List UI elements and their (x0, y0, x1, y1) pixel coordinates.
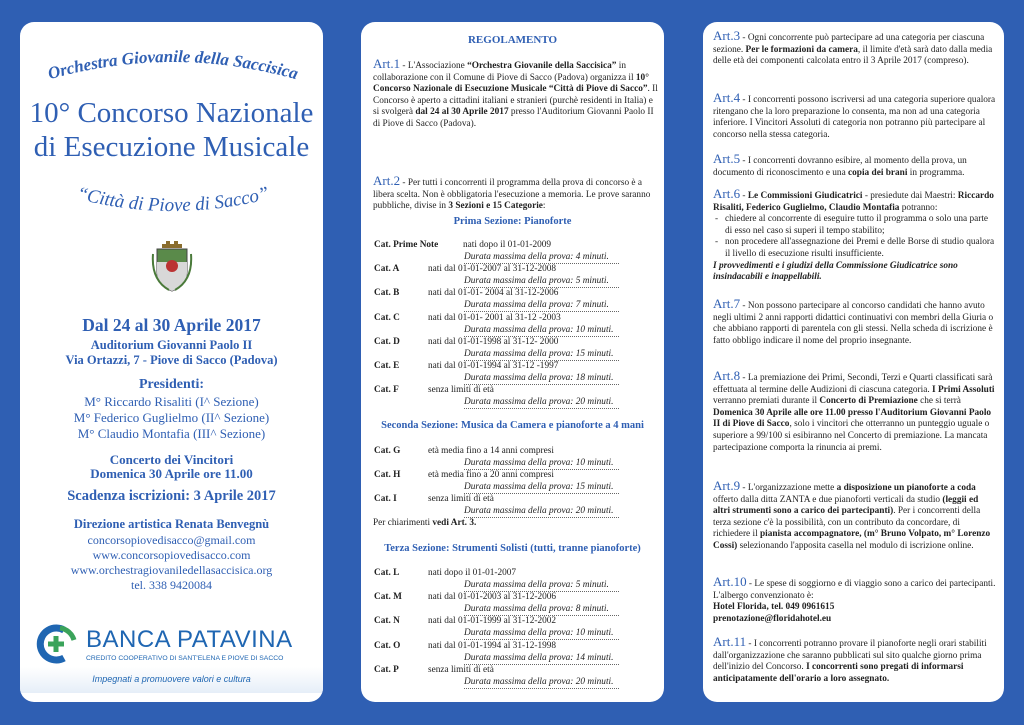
category-row (374, 592, 659, 603)
category-duration: Durata massima della prova: 4 minuti. (464, 252, 609, 262)
category-eligibility: senza limiti di età (428, 494, 494, 505)
category-duration: Durata massima della prova: 20 minuti. (464, 676, 614, 687)
article-9-label: Art.9 (713, 478, 741, 493)
category-eligibility: nati dal 01-01- 2001 al 31-12 -2003 (428, 312, 561, 323)
category-duration: Durata massima della prova: 10 minuti. (464, 324, 614, 335)
category-eligibility: nati dal 01-01-2003 al 31-12-2006 (428, 592, 557, 603)
rules-panel-1 (361, 22, 664, 702)
article-8-label: Art.8 (713, 368, 741, 383)
category-duration: Durata massima della prova: 5 minuti. (464, 276, 609, 287)
category-row (374, 288, 659, 299)
article-1: Art.1 - L'Associazione “Orchestra Giovanile della Saccisica” in collaborazione con il Comune di Piove di Sacco (Padova) organizza il 10° Concorso Nazionale di Esecuzione Musicale “Città di Piove di Sacco”. Il Concorso è aperto a cittadini italiani e stranieri (purchè residenti in Italia) e si svolgerà dal 24 al 30 Aprile 2017 presso l'Auditorium Giovanni Paolo II di Piove di Sacco (Padova). (373, 56, 658, 129)
category-row (374, 361, 659, 372)
presidents-label: Presidenti: (138, 377, 205, 392)
category-code: Cat. F (374, 385, 399, 396)
category-code: Cat. B (374, 288, 400, 299)
concert-title: Concerto dei Vincitori (109, 452, 234, 467)
svg-text:Orchestra Giovanile della Sacc (46, 47, 301, 83)
clarification-note: Per chiarimenti vedi Art. 3. (373, 518, 477, 528)
article-2-label: Art.2 (373, 173, 401, 188)
category-eligibility: nati dal 01-01-1998 al 31-12- 2000 (428, 336, 559, 347)
article-1-label: Art.1 (373, 56, 401, 71)
article-10-label: Art.10 (713, 574, 747, 589)
category-eligibility: nati dal 01-01-1999 al 31-12-2002 (428, 616, 557, 627)
article-3: Art.3 - Ogni concorrente può partecipare ad una categoria per ciascuna sezione. Per le formazioni da camera, il limite d'età sarà dato dalla media delle età dei componenti calcolata entro il 3 Aprile 2017 (compreso). (713, 28, 993, 67)
president-1: M° Riccardo Risaliti (I^ Sezione) (84, 394, 259, 409)
contest-title-line2: di Esecuzione Musicale (33, 131, 310, 163)
president-2: M° Federico Guglielmo (II^ Sezione) (73, 410, 270, 425)
website-link-2[interactable]: www.orchestragiovaniledellasaccisica.org (70, 563, 273, 577)
dotted-divider (464, 408, 619, 409)
article-6-item-2: - non procedere all'assegnazione dei Premi e delle Borse di studio qualora il livello di esecuzione risulti insufficiente. (725, 237, 997, 260)
category-code: Cat. N (374, 616, 400, 627)
city-subtitle: “Città di Piove di Sacco” (74, 182, 272, 217)
article-11-label: Art.11 (713, 634, 747, 649)
article-3-label: Art.3 (713, 28, 741, 43)
category-code: Cat. L (374, 568, 400, 578)
article-6: Art.6 - Le Commissioni Giudicatrici - presiedute dai Maestri: Riccardo Risaliti, Federico Guglielmo, Claudio Montafia potranno: - chiedere al concorrente di eseguire tutto il programma o solo una parte di esso nel caso si superi il tempo stabilito; - non procedere all'assegnazione dei Premi e delle Borse di studio qualora il livello di esecuzione risulti insufficiente. I provvedimenti e i giudizi della Commissione Giudicatrice sono insindacabili e inappellabili. (713, 188, 997, 284)
category-code: Cat. H (374, 470, 401, 481)
category-row (374, 240, 659, 251)
category-row (374, 446, 659, 457)
contest-title-line1: 10° Concorso Nazionale (29, 97, 314, 129)
category-eligibility: nati dal 01-01-2007 al 31-12-2008 (428, 264, 557, 275)
category-duration: Durata massima della prova: 14 minuti. (464, 652, 614, 663)
registration-deadline: Scadenza iscrizioni: 3 Aprile 2017 (67, 488, 276, 504)
website-link-1[interactable]: www.concorsopiovedisacco.com (92, 548, 251, 562)
category-eligibility: senza limiti di età (428, 664, 494, 675)
category-duration: Durata massima della prova: 20 minuti. (464, 506, 614, 517)
article-6-final: I provvedimenti e i giudizi della Commissione Giudicatrice sono insindacabili e inappellabili. (713, 260, 958, 283)
rules-heading: REGOLAMENTO (467, 34, 558, 46)
section-1-title: Prima Sezione: Pianoforte (453, 216, 572, 227)
category-eligibility: età media fino a 14 anni compresi (428, 446, 554, 456)
rules-panel-2 (703, 22, 1004, 702)
city-crest-icon (151, 240, 193, 292)
contest-dates: Dal 24 al 30 Aprile 2017 (82, 315, 261, 335)
section-2-title: Seconda Sezione: Musica da Camera e pianoforte a 4 mani (381, 420, 644, 431)
category-duration: Durata massima della prova: 15 minuti. (464, 348, 614, 359)
article-11: Art.11 - I concorrenti potranno provare il pianoforte negli orari stabiliti dall'organizzazione che saranno pubblicati sul sito qualche giorno prima dell'inizio del Concorso. I concorrenti sono pregati di informarsi anticipatamente dell'orario a loro assegnato. (713, 634, 987, 684)
category-duration: Durata massima della prova: 10 minuti. (464, 458, 614, 468)
article-4: Art.4 - I concorrenti possono iscriversi ad una categoria superiore qualora ritengano che la loro preparazione lo consenta, ma non ad una categoria inferiore. I Vincitori Assoluti di categoria non potranno più partecipare al concorso nella stessa categoria. (713, 90, 996, 140)
category-eligibility: nati dal 01-01-1994 al 31-12-1998 (428, 640, 557, 651)
category-eligibility: età media fino a 20 anni compresi (428, 470, 554, 481)
category-code: Cat. G (374, 446, 401, 456)
section-3-title: Terza Sezione: Strumenti Solisti (tutti, tranne pianoforte) (384, 543, 641, 554)
category-code: Cat. I (374, 494, 397, 505)
concert-date: Domenica 30 Aprile ore 11.00 (90, 466, 253, 481)
venue-name: Auditorium Giovanni Paolo II (90, 338, 253, 352)
category-code: Cat. O (374, 640, 401, 651)
category-code: Cat. M (374, 592, 402, 603)
category-row (374, 641, 659, 652)
category-code: Cat. C (374, 312, 400, 323)
city-subtitle-arc (20, 172, 323, 232)
hotel-name: Hotel Florida, tel. 049 0961615 (713, 602, 835, 613)
cover-panel (20, 22, 323, 702)
category-code: Cat. A (374, 264, 400, 275)
category-row (374, 264, 659, 275)
category-eligibility: nati dopo il 01-01-2007 (428, 568, 517, 578)
category-duration: Durata massima della prova: 7 minuti. (464, 300, 609, 311)
category-row (374, 494, 659, 505)
category-row (374, 313, 659, 324)
category-duration: Durata massima della prova: 8 minuti. (464, 604, 609, 615)
article-6-item-1: - chiedere al concorrente di eseguire tutto il programma o solo una parte di esso nel caso si superi il tempo stabilito; (725, 214, 997, 237)
article-9: Art.9 - L'organizzazione mette a disposizione un pianoforte a coda offerto dalla ditta ZANTA e due pianoforti verticali da studio (leggii ed altri strumenti sono a carico dei partecipanti). Per i concorrenti della terza sezione c'è la possibilità, con un contributo da concordare, di richiedere il pianista accompagnatore, (m° Bruno Volpato, m° Lorenzo Cossi) selezionando l'apposita casella nel modulo di iscrizione online. (713, 478, 991, 551)
category-code: Cat. D (374, 336, 400, 347)
article-4-label: Art.4 (713, 90, 741, 105)
category-duration: Durata massima della prova: 20 minuti. (464, 397, 614, 408)
article-5-label: Art.5 (713, 151, 741, 166)
bank-logo-icon (34, 622, 78, 666)
president-3: M° Claudio Montafia (III^ Sezione) (77, 426, 266, 441)
article-7-label: Art.7 (713, 296, 741, 311)
bank-slogan: Impegnati a promuovere valori e cultura (92, 674, 251, 684)
category-eligibility: nati dal 01-01-1994 al 31-12 -1997 (428, 361, 559, 371)
hotel-email[interactable]: prenotazione@floridahotel.eu (713, 613, 832, 624)
category-code: Cat. Prime Note (374, 240, 439, 250)
venue-address: Via Ortazzi, 7 - Piove di Sacco (Padova) (65, 353, 278, 367)
bank-name: BANCA PATAVINA (86, 626, 293, 653)
category-code: Cat. E (374, 361, 400, 371)
category-row (374, 470, 659, 481)
presidents-list (20, 394, 323, 442)
article-7: Art.7 - Non possono partecipare al concorso candidati che hanno avuto negli ultimi 2 anni rapporti didattici continuativi con membri della Giuria o che abbiano rapporti di parentela con gli stessi. Nella scheda di iscrizione è fatto obbligo indicare il nome del proprio insegnante. (713, 296, 994, 346)
category-row (374, 568, 659, 579)
contact-email[interactable]: concorsopiovedisacco@gmail.com (87, 533, 256, 547)
category-row (374, 337, 659, 348)
category-row (374, 385, 659, 396)
orchestra-arc-title (20, 22, 323, 102)
article-8: Art.8 - La premiazione dei Primi, Secondi, Terzi e Quarti classificati sarà effettuata al termine delle Audizioni di ciascuna categoria. I Primi Assoluti verranno premiati durante il Concerto di Premiazione che si terrà Domenica 30 Aprile alle ore 11.00 presso l'Auditorium Giovanni Paolo II di Piove di Sacco, solo i vincitori che otterranno un punteggio uguale o superiore a 99/100 si esibiranno nel Concerto di premiazione. La mancata partecipazione comporta la rinuncia ai premi. (713, 368, 995, 453)
category-row (374, 665, 659, 676)
category-duration: Durata massima della prova: 10 minuti. (464, 628, 614, 639)
category-eligibility: senza limiti di età (428, 385, 494, 396)
article-5: Art.5 - I concorrenti dovranno esibire, al momento della prova, un documento di riconoscimento e una copia dei brani in programma. (713, 151, 967, 178)
category-duration: Durata massima della prova: 15 minuti. (464, 482, 614, 493)
category-code: Cat. P (374, 664, 399, 675)
bank-subtitle: CREDITO COOPERATIVO DI SANT'ELENA E PIOVE DI SACCO (86, 655, 284, 662)
category-duration: Durata massima della prova: 18 minuti. (464, 373, 614, 383)
category-duration: Durata massima della prova: 5 minuti. (464, 580, 609, 590)
category-eligibility: nati dal 01-01- 2004 al 31-12-2006 (428, 288, 559, 299)
contact-phone: tel. 338 9420084 (131, 578, 212, 592)
dotted-divider (464, 688, 619, 689)
svg-text:“Città di Piove di Sacco” (75, 183, 272, 216)
orchestra-name: Orchestra Giovanile della Saccisica (45, 46, 301, 84)
category-row (374, 616, 659, 627)
article-2: Art.2 - Per tutti i concorrenti il programma della prova di concorso è a libera scelta. Non è obbligatoria l'esecuzione a memoria. Le prove saranno pubbliche, divise in 3 Sezioni e 15 Categorie: (373, 173, 651, 212)
article-10: Art.10 - Le spese di soggiorno e di viaggio sono a carico dei partecipanti. L'albergo convenzionato è: Hotel Florida, tel. 049 0961615 prenotazione@floridahotel.eu (713, 574, 996, 624)
artistic-direction: Direzione artistica Renata Benvegnù (73, 517, 270, 531)
article-6-label: Art.6 (713, 186, 741, 201)
category-eligibility: nati dopo il 01-01-2009 (463, 240, 552, 250)
